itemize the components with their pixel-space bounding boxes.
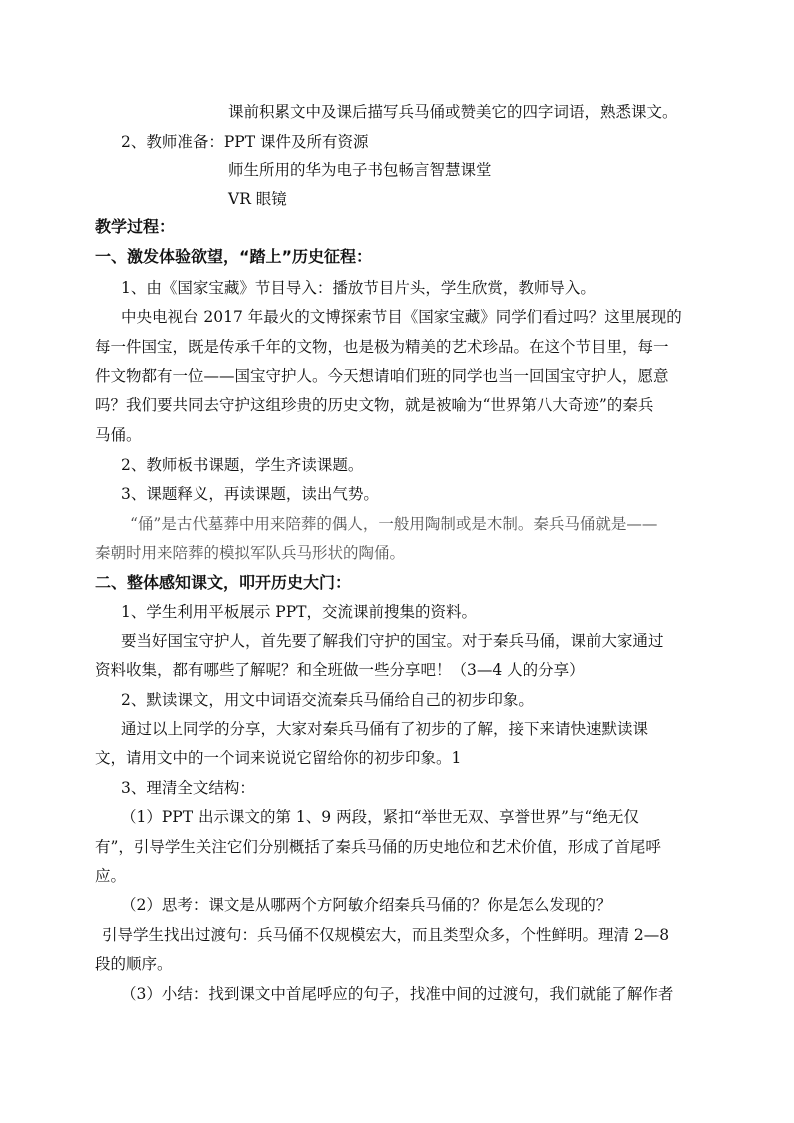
sub-item-line: （1）PPT 出示课文的第 1、9 两段，紧扣“举世无双、享誉世界”与“绝无仅 [121,808,639,826]
paragraph-line: 中央电视台 2017 年最火的文博探索节目《国家宝藏》同学们看过吗？这里展现的 [121,308,682,326]
sub-item-line: （2）思考：课文是从哪两个方阿敏介绍秦兵马俑的？你是怎么发现的？ [121,896,612,914]
guide-line: 段的顺序。 [95,955,173,973]
teacher-prep-line: 2、教师准备：PPT 课件及所有资源 [121,133,369,151]
part-heading: 一、激发体验欲望，“踏上”历史征程： [95,247,373,266]
guide-line: 引导学生找出过渡句：兵马俑不仅规模宏大，而且类型众多，个性鲜明。理清 2—8 [102,926,670,944]
step-line: 3、课题释义，再读课题，读出气势。 [121,485,379,503]
student-prep-line: 课前积累文中及课后描写兵马俑或赞美它的四字词语，熟悉课文。 [228,103,678,121]
paragraph-line: 吗？我们要共同去守护这组珍贵的历史文物，就是被喻为“世界第八大奇迹”的秦兵 [95,396,654,414]
paragraph-line: 文，请用文中的一个词来说说它留给你的初步印象。1 [95,749,462,767]
step-line: 2、教师板书课题，学生齐读课题。 [121,456,364,474]
paragraph-line: 马俑。 [95,426,142,444]
sub-item-line: （3）小结：找到课文中首尾呼应的句子，找准中间的过渡句，我们就能了解作者 [121,985,674,1003]
step-line: 2、默读课文，用文中词语交流秦兵马俑给自己的初步印象。 [121,691,534,709]
sub-item-line: 有”，引导学生关注它们分别概括了秦兵马俑的历史地位和艺术价值，形成了首尾呼 [95,838,661,856]
teacher-prep-item: VR 眼镜 [228,190,287,208]
step-line: 3、理清全文结构： [121,779,255,797]
part-heading: 二、整体感知课文，叩开历史大门： [95,573,352,592]
paragraph-line: 通过以上同学的分享，大家对秦兵马俑有了初步的了解，接下来请快速默读课 [121,720,649,738]
step-line: 1、学生利用平板展示 PPT，交流课前搜集的资料。 [121,603,477,621]
teacher-prep-item: 师生所用的华为电子书包畅言智慧课堂 [228,161,492,179]
paragraph-line: 件文物都有一位——国宝守护人。今天想请咱们班的同学也当一回国宝守护人，愿意 [95,367,669,385]
section-heading: 教学过程： [95,217,176,236]
sub-item-line: 应。 [95,867,127,885]
step-line: 1、由《国家宝藏》节目导入：播放节目片头，学生欣赏，教师导入。 [121,279,596,297]
paragraph-line: 秦朝时用来陪葬的模拟军队兵马形状的陶俑。 [95,544,406,562]
paragraph-line: 资料收集，都有哪些了解呢？和全班做一些分享吧！（3—4 人的分享） [95,661,585,679]
paragraph-line: 要当好国宝守护人，首先要了解我们守护的国宝。对于秦兵马俑，课前大家通过 [121,632,664,650]
paragraph-line: “俑”是古代墓葬中用来陪葬的偶人，一般用陶制或是木制。秦兵马俑就是—— [130,515,658,533]
paragraph-line: 每一件国宝，既是传承千年的文物，也是极为精美的艺术珍品。在这个节目里，每一 [95,338,669,356]
